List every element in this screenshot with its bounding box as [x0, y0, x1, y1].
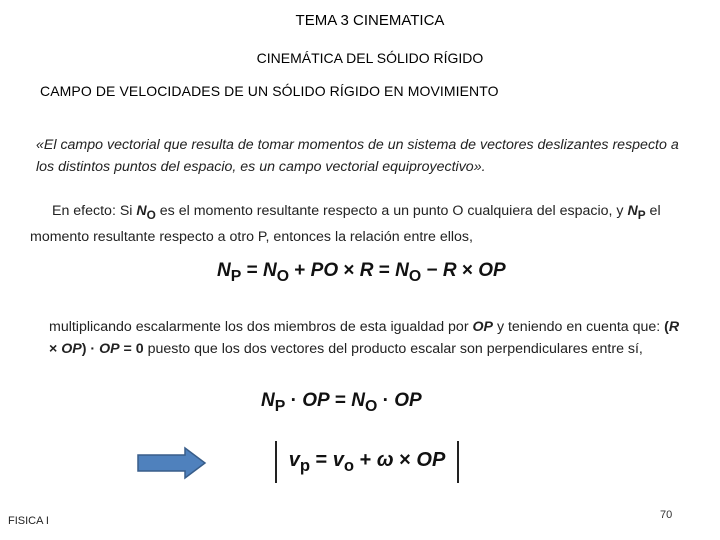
section-heading: CAMPO DE VELOCIDADES DE UN SÓLIDO RÍGIDO EN MOVIMIENTO — [40, 83, 499, 99]
definition-quote: «El campo vectorial que resulta de tomar momentos de un sistema de vectores deslizantes respecto a los distintos puntos del espacio, es un campo vectorial equiproyectivo». — [36, 137, 679, 175]
right-arrow-icon — [137, 446, 207, 480]
para1-text-c: el momento resultante respecto a otro P, entonces la relación entre ellos, — [30, 203, 661, 245]
para2-text-a: multiplicando escalarmente los dos miembros de esta igualdad por — [49, 319, 473, 335]
para1-text-b: es el momento resultante respecto a un punto O cualquiera del espacio, y — [155, 203, 628, 219]
footer-course: FISICA I — [8, 515, 49, 527]
paragraph-scalar-product: multiplicando escalarmente los dos miembros de esta igualdad por OP y teniendo en cuenta que: (R × OP) · OP = 0 puesto que los dos vectores del producto escalar son perpendiculares entre sí, — [49, 319, 680, 357]
page-number: 70 — [660, 509, 673, 521]
para1-text-a: En efecto: Si — [52, 203, 137, 219]
slide-subtitle: CINEMÁTICA DEL SÓLIDO RÍGIDO — [256, 50, 484, 66]
slide-title: TEMA 3 CINEMATICA — [295, 12, 445, 29]
arrow-shape — [138, 448, 205, 478]
paragraph-proof: En efecto: Si $N_O$ es el momento resultante respecto a un punto O cualquiera del espacio, y $N_P$ el momento resultante respecto a otro P, entonces la relación entre ellos, — [30, 203, 661, 245]
para2-text-c: puesto que los dos vectores del producto escalar son perpendiculares entre sí, — [147, 341, 643, 357]
equation-equiprojectivity: $N_P$ · OP = $N_O$ · OP — [261, 390, 422, 415]
para2-text-b: y teniendo en cuenta que: — [493, 319, 665, 335]
equation-velocity-field: $v_p = v_o + \omega$ × OP — [275, 441, 459, 483]
equation-moment-transfer: $N_P = N_O$ + PO × $R = N_O - R$ × OP — [217, 260, 506, 285]
